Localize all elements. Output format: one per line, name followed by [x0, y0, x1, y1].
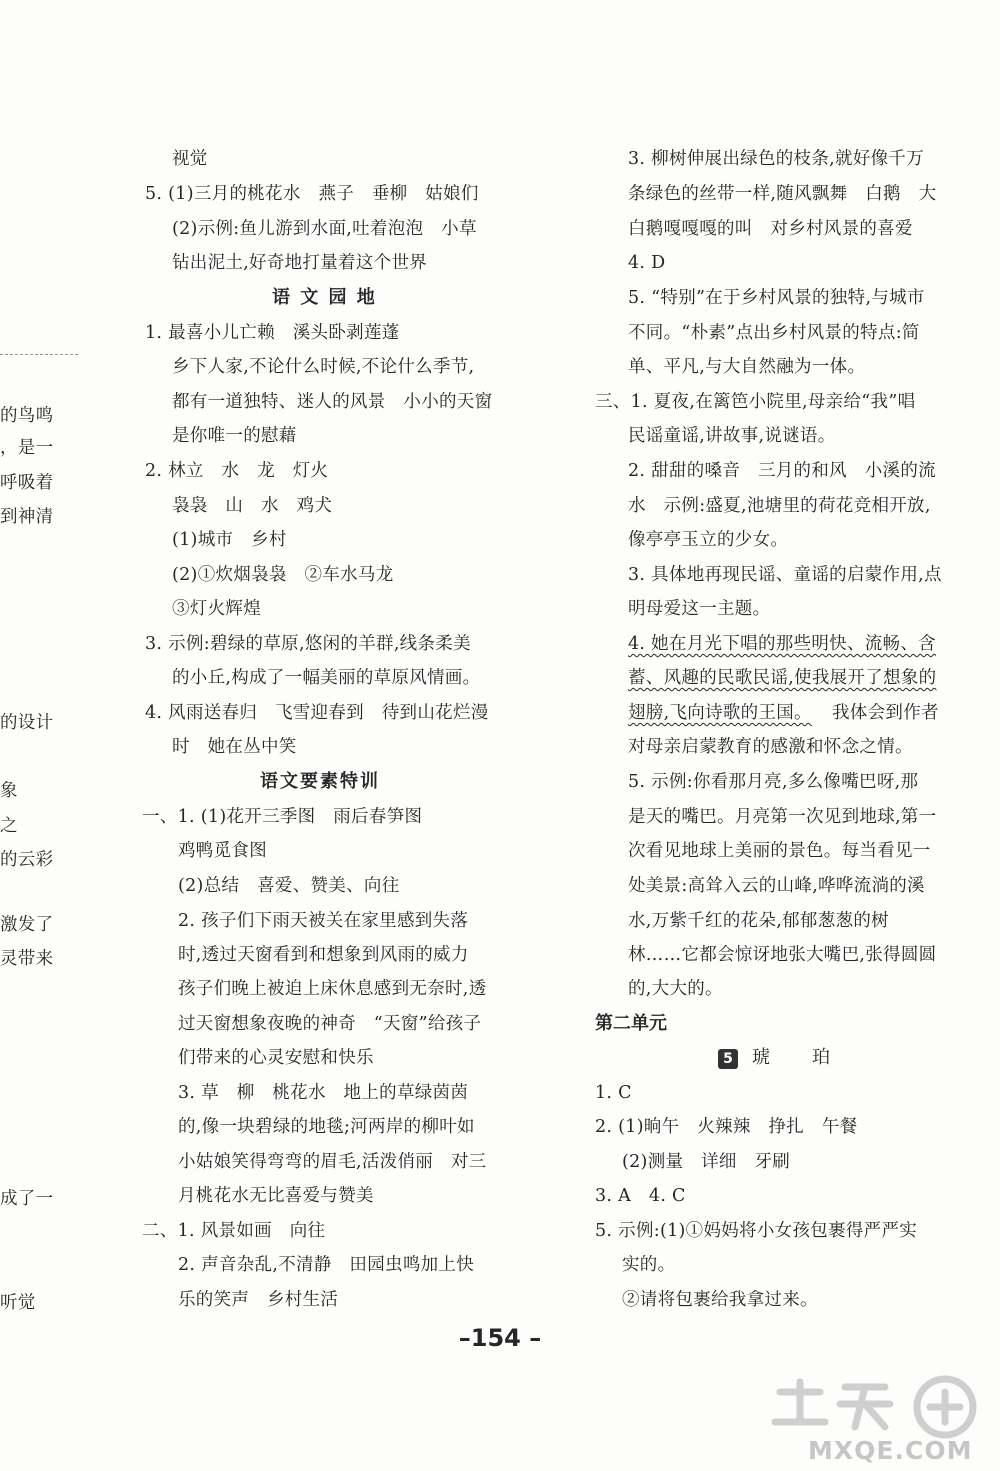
answer-line: 民谣童谣,讲故事,说谜语。: [628, 426, 836, 446]
page-number: –154 –: [458, 1324, 542, 1352]
answer-line: 月桃花水无比喜爱与赞美: [178, 1186, 374, 1206]
answer-line: (2)测量 详细 牙刷: [622, 1152, 791, 1172]
answer-line: 我体会到作者: [832, 703, 939, 723]
answer-line: 4. 风雨送春归 飞雪迎春到 待到山花烂漫: [145, 703, 489, 723]
left-fragment: 激发了: [0, 915, 54, 935]
watermark-text: MXQE.COM: [808, 1436, 973, 1465]
answer-line: (2)总结 喜爱、赞美、向往: [178, 876, 400, 896]
left-fragment: 的设计: [0, 713, 54, 733]
answer-line: 乡下人家,不论什么时候,不论什么季节,: [172, 357, 475, 377]
answer-line: 对母亲启蒙教育的感激和怀念之情。: [628, 737, 913, 757]
answer-line: 3. 柳树伸展出绿色的枝条,就好像千万: [628, 149, 925, 169]
left-fragment: 听觉: [0, 1293, 36, 1313]
section-heading: 语文要素特训: [260, 771, 380, 792]
answer-line: 鸡鸭觅食图: [178, 841, 267, 861]
answer-line: 实的。: [622, 1255, 676, 1275]
answer-line: 是天的嘴巴。月亮第一次见到地球,第一: [628, 807, 937, 827]
left-fragment: 的鸟鸣: [0, 406, 54, 426]
answer-line: 不同。“朴素”点出乡村风景的特点:简: [628, 323, 920, 343]
answer-line: 视觉: [172, 149, 208, 169]
answer-line: ②请将包裹给我拿过来。: [622, 1290, 818, 1310]
left-fragment: ，是一: [0, 438, 54, 458]
answer-line: 是你唯一的慰藉: [172, 426, 297, 446]
left-fragment: 灵带来: [0, 949, 54, 969]
answer-line: 3. 草 柳 桃花水 地上的草绿茵茵: [178, 1083, 469, 1103]
answer-line: 3. A 4. C: [595, 1186, 686, 1206]
answer-line: 5. “特别”在于乡村风景的独特,与城市: [628, 288, 925, 308]
section-heading: 语 文 园 地: [272, 287, 377, 308]
answer-line: (2)①炊烟袅袅 ②车水马龙: [172, 565, 394, 585]
answer-line: 3. 示例:碧绿的草原,悠闲的羊群,线条柔美: [145, 634, 471, 654]
answer-line: 时 她在丛中笑: [172, 737, 297, 757]
answer-line: 5. 示例:你看那月亮,多么像嘴巴呀,那: [628, 772, 919, 792]
answer-line: 白鹅嘎嘎嘎的叫 对乡村风景的喜爱: [628, 219, 913, 239]
answer-line: 4. D: [628, 253, 666, 273]
left-fragment: 之: [0, 816, 18, 836]
answer-line: 2. 林立 水 龙 灯火: [145, 461, 329, 481]
left-fragment: 到神清: [0, 507, 54, 527]
answer-line: 时,透过天窗看到和想象到风雨的威力: [178, 945, 469, 965]
answer-line: 像亭亭玉立的少女。: [628, 530, 789, 550]
answer-line: 林……它都会惊讶地张大嘴巴,张得圆圆: [628, 945, 937, 965]
answer-line: 处美景:高耸入云的山峰,哗哗流淌的溪: [628, 876, 925, 896]
answer-line: 2. (1)晌午 火辣辣 挣扎 午餐: [595, 1117, 858, 1137]
answer-line: 水 示例:盛夏,池塘里的荷花竞相开放,: [628, 496, 931, 516]
answer-line: 过天窗想象夜晚的神奇 “天窗”给孩子: [178, 1014, 482, 1034]
answer-line: 水,万紫千红的花朵,郁郁葱葱的树: [628, 911, 889, 931]
answer-line: 2. 声音杂乱,不清静 田园虫鸣加上快: [178, 1255, 475, 1275]
answer-line: 2. 甜甜的嗓音 三月的和风 小溪的流: [628, 461, 936, 481]
answer-line: 的,像一块碧绿的地毯;河两岸的柳叶如: [178, 1117, 475, 1137]
answer-line: 乐的笑声 乡村生活: [178, 1290, 339, 1310]
answer-line: 孩子们晚上被迫上床休息感到无奈时,透: [178, 979, 487, 999]
answer-line: 的,大大的。: [628, 979, 723, 999]
lesson-number-badge: 5: [718, 1049, 738, 1069]
unit-heading: 第二单元: [595, 1013, 667, 1034]
answer-line: 的小丘,构成了一幅美丽的草原风情画。: [172, 668, 481, 688]
answer-line: 三、1. 夏夜,在篱笆小院里,母亲给“我”唱: [595, 392, 916, 412]
answer-line: 袅袅 山 水 鸡犬: [172, 496, 333, 516]
answer-line: 都有一道独特、迷人的风景 小小的天窗: [172, 392, 493, 412]
answer-line: (2)示例:鱼儿游到水面,吐着泡泡 小草: [172, 219, 477, 239]
answer-line-underlined: 翅膀,飞向诗歌的王国。: [628, 703, 812, 723]
answer-line: 5. (1)三月的桃花水 燕子 垂柳 姑娘们: [145, 184, 479, 204]
answer-line: 明母爱这一主题。: [628, 599, 771, 619]
answer-line: 钻出泥土,好奇地打量着这个世界: [172, 253, 428, 273]
lesson-title: 琥 珀: [752, 1047, 832, 1068]
answer-line-underlined: 蓄、风趣的民歌民谣,使我展开了想象的: [628, 668, 937, 688]
answer-line: ③灯火辉煌: [172, 599, 261, 619]
lesson-heading: [718, 1047, 832, 1069]
left-fragment: 呼吸着: [0, 473, 54, 493]
answer-line: 单、平凡,与大自然融为一体。: [628, 357, 866, 377]
answer-line: 1. C: [595, 1083, 632, 1103]
answer-line: 一、1. (1)花开三季图 雨后春笋图: [142, 807, 423, 827]
answer-line: 3. 具体地再现民谣、童谣的启蒙作用,点: [628, 565, 942, 585]
answer-line: 条绿色的丝带一样,随风飘舞 白鹅 大: [628, 184, 937, 204]
left-fragment: 象: [0, 781, 18, 801]
answer-line: 次看见地球上美丽的景色。每当看见一: [628, 841, 931, 861]
dashed-divider: [0, 354, 78, 355]
answer-line: 们带来的心灵安慰和快乐: [178, 1048, 374, 1068]
answer-line: (1)城市 乡村: [172, 530, 287, 550]
answer-line: 5. 示例:(1)①妈妈将小女孩包裹得严严实: [595, 1221, 918, 1241]
answer-line: 2. 孩子们下雨天被关在家里感到失落: [178, 911, 469, 931]
answer-line-underlined: 4. 她在月光下唱的那些明快、流畅、含: [628, 634, 936, 654]
answer-line: 1. 最喜小儿亡赖 溪头卧剥莲蓬: [145, 323, 400, 343]
left-fragment: 成了一: [0, 1189, 54, 1209]
left-fragment: 的云彩: [0, 850, 54, 870]
answer-line: 二、1. 风景如画 向往: [142, 1221, 326, 1241]
answer-line: 小姑娘笑得弯弯的眉毛,活泼俏丽 对三: [178, 1152, 487, 1172]
